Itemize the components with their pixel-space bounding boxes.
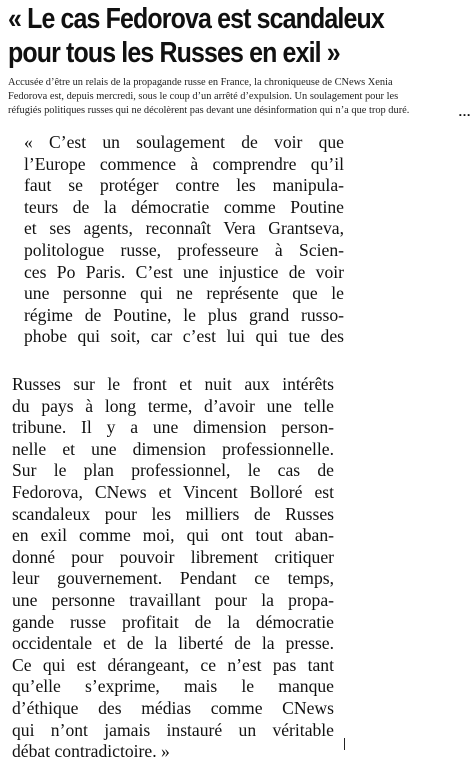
body-line: occidentale et de la liberté de la presse. [12,633,334,654]
body-line: teurs de la démocratie comme Poutine [24,196,344,217]
body-line: Russes sur le front et nuit aux intérêts [12,374,334,394]
body-line: l’Europe commence à comprendre qu’il [24,153,344,174]
body-line: ces Po Paris. C’est une injustice de voir [24,261,344,282]
body-line: une personne qui ne représente que le [24,283,344,304]
body-line: phobe qui soit, car c’est lui qui tue des [24,326,344,347]
continuation-mark: … [458,104,471,119]
body-line: « C’est un soulagement de voir que [24,132,344,152]
body-line: Sur le plan professionnel, le cas de [12,460,334,481]
lede-line: réfugiés politiques russes qui ne décolèrent pas devant une désinformation qui n’a que trop duré. [8,105,410,116]
text-cursor-mark [344,738,345,750]
body-line: débat contradictoire. » [12,741,170,762]
body-line: Ce qui est dérangeant, ce n’est pas tant [12,654,334,675]
article-headline [8,2,470,70]
body-line: faut se protéger contre les manipula- [24,175,344,196]
lede-line: Fedorova est, depuis mercredi, sous le coup d’un arrêté d’expulsion. Un soulagement pour les [8,91,399,102]
headline-line-2: pour tous les Russes en exil » [8,37,340,69]
body-line: du pays à long terme, d’avoir une telle [12,395,334,416]
body-line: donné pour pouvoir librement critiquer [12,546,334,567]
body-line: régime de Poutine, le plus grand russo- [24,304,344,325]
body-line: Fedorova, CNews et Vincent Bolloré est [12,481,334,502]
article-lede [8,76,460,118]
body-line: gande russe profitait de la démocratie [12,611,334,632]
article-body-column-1 [24,132,344,348]
body-line: d’éthique des médias comme CNews [12,697,334,718]
body-line: scandaleux pour les milliers de Russes [12,503,334,524]
body-line: qui n’ont jamais instauré un véritable [12,719,334,740]
body-line: qu’elle s’exprime, mais le manque [12,676,334,697]
body-line: leur gouvernement. Pendant ce temps, [12,568,334,589]
lede-line: Accusée d’être un relais de la propagande russe en France, la chroniqueuse de CNews Xenia [8,77,393,88]
body-line: en exil comme moi, qui ont tout aban- [12,525,334,546]
body-line: politologue russe, professeure à Scien- [24,239,344,260]
body-line: nelle et une dimension professionnelle. [12,438,334,459]
headline-line-1: « Le cas Fedorova est scandaleux [8,3,384,35]
body-line: une personne travaillant pour la propa- [12,589,334,610]
body-line: tribune. Il y a une dimension person- [12,417,334,438]
article-body-column-2 [12,374,334,763]
body-line: et ses agents, reconnaît Vera Grantseva, [24,218,344,239]
